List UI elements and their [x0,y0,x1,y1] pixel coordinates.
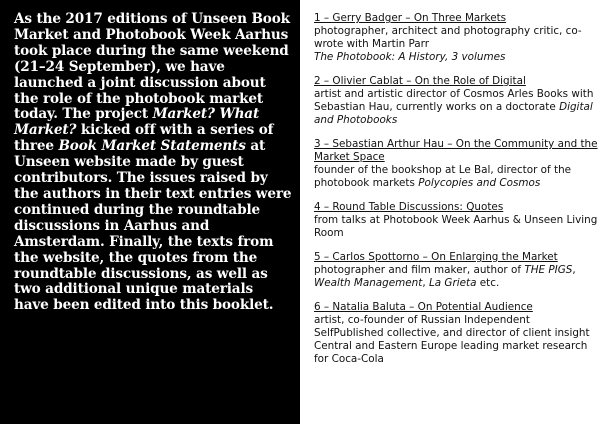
entry-desc-text: artist and artistic director of Cosmos Arles Books with Sebastian Hau, currently works on a doctorate [314,88,594,113]
entry-sep: etc. [476,277,500,289]
entry-desc-text: founder of the bookshop at Le Bal, director of the photobook markets [314,164,572,189]
contents-entry[interactable] [314,75,598,127]
entry-title[interactable]: 6 – Natalia Baluta – On Potential Audience [314,301,533,313]
entry-description [314,88,598,127]
contents-list [314,12,598,377]
intro-text-part: at Unseen website made by guest contributors. The issues raised by the authors in their text entries were continued during the roundtable discussions in Aarhus and Amsterdam. Finally, the texts from the website, the quotes from the roundtable discussions, as well as two additional unique materials have been edited into this booklet. [14,138,292,314]
entry-work-title: La Grieta [428,277,477,289]
entry-work-title: Wealth Management [314,277,423,289]
entry-description [314,164,598,190]
entry-description [314,25,598,64]
entry-desc-text: from talks at Photobook Week Aarhus & Unseen Living Room [314,214,598,239]
statements-title: Book Market Statements [58,138,246,155]
contents-entry[interactable] [314,251,598,290]
entry-desc-text: photographer and film maker, author of [314,264,522,276]
entry-description [314,314,598,366]
intro-text-part: kicked off with a series of three [14,122,274,155]
entry-title[interactable]: 4 – Round Table Discussions: Quotes [314,201,504,213]
entry-title[interactable]: 2 – Olivier Cablat – On the Role of Digital [314,75,526,87]
entry-work-title: Polycopies and Cosmos [418,177,541,189]
entry-work-title: The Photobook: A History, 3 volumes [314,51,506,63]
intro-text [14,12,292,314]
entry-title[interactable]: 3 – Sebastian Arthur Hau – On the Community and the Market Space [314,138,598,163]
entry-desc-text: artist, co-founder of Russian Independent SelfPublished collective, and director of client insight Central and Eastern Europe leading market research for Coca-Cola [314,314,590,365]
entry-desc-text: photographer, architect and photography critic, co-wrote with Martin Parr [314,25,582,50]
project-title: Market? What Market? [14,106,260,139]
contents-entry[interactable] [314,138,598,190]
contents-entry[interactable] [314,201,598,240]
entry-description [314,264,598,290]
contents-entry[interactable] [314,301,598,366]
entry-work-title: Digital and Photobooks [314,101,593,126]
intro-text-part: As the 2017 editions of Unseen Book Market and Photobook Week Aarhus took place during the same weekend (21–24 September), we have launched a joint discussion about the role of the photobook market today. The project [14,11,290,123]
entry-title[interactable]: 1 – Gerry Badger – On Three Markets [314,12,507,24]
contents-entry[interactable] [314,12,598,64]
entry-sep: , [572,264,576,276]
entry-title[interactable]: 5 – Carlos Spottorno – On Enlarging the Market [314,251,558,263]
entry-work-title: THE PIGS [524,264,573,276]
entry-description [314,214,598,240]
entry-sep: , [422,277,429,289]
